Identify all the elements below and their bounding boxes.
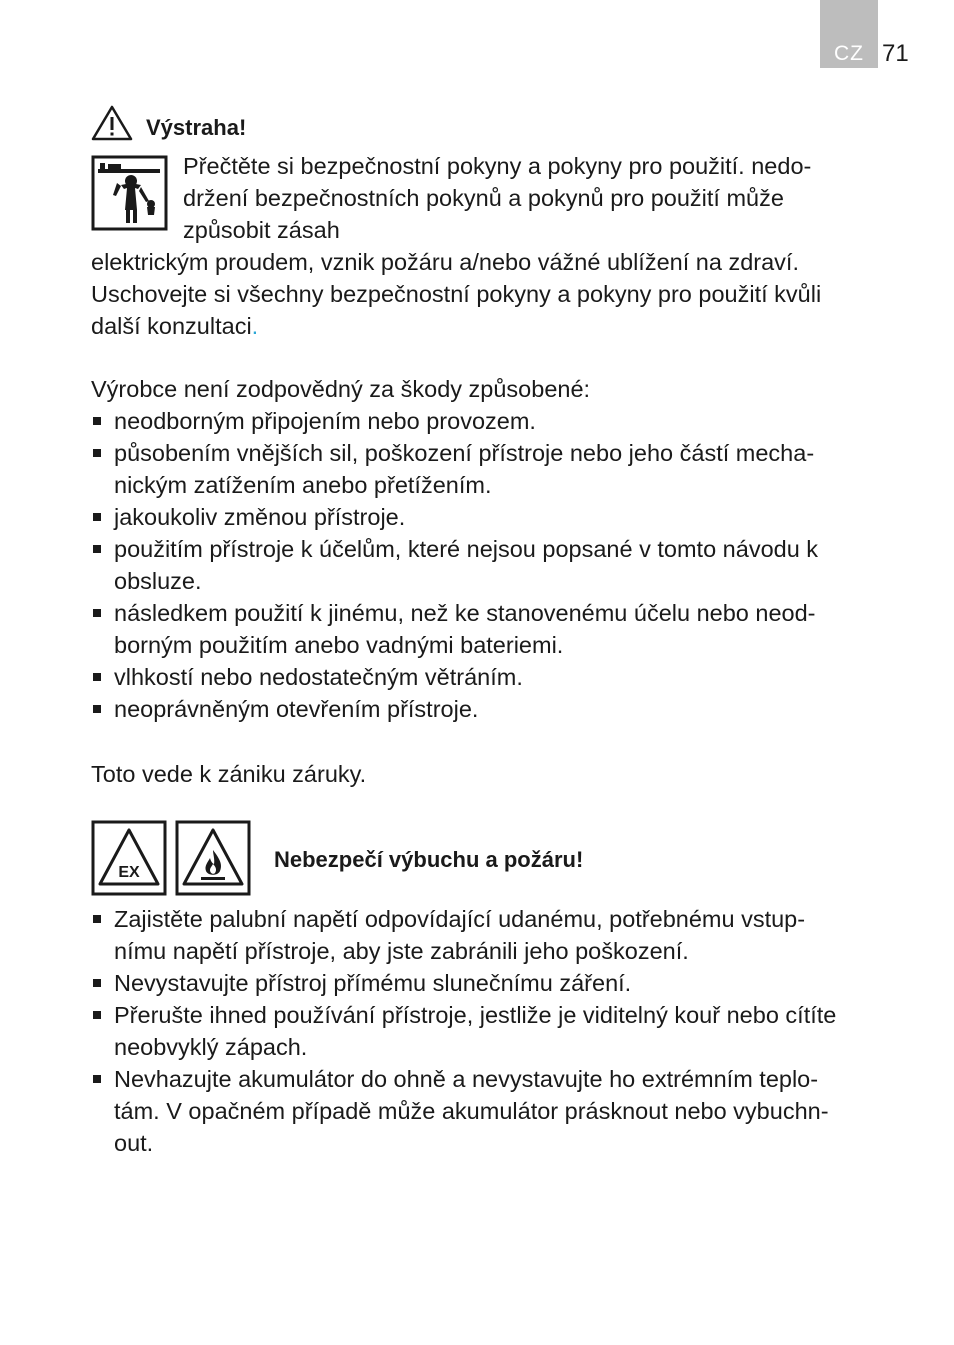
child-safety-icon xyxy=(91,155,168,231)
warning-line: držení bezpečnostních pokynů a pokynů pro použití může xyxy=(183,185,784,211)
language-code: CZ xyxy=(834,42,864,65)
bullet-icon xyxy=(93,673,101,681)
ex-label: EX xyxy=(118,864,140,881)
bullet-icon xyxy=(93,979,101,987)
liability-item: nickým zatížením anebo přetížením. xyxy=(114,472,492,498)
warning-line: Uschovejte si všechny bezpečnostní pokyny a pokyny pro použití kvůli xyxy=(91,281,822,307)
warning-last-line xyxy=(91,310,258,342)
explosion-item: tám. V opačném případě může akumulátor prásknout nebo vybuchn- xyxy=(114,1098,829,1124)
warning-line: způsobit zásah xyxy=(183,217,340,243)
bullet-icon xyxy=(93,915,101,923)
warning-last-text: další konzultaci xyxy=(91,313,252,339)
liability-item: vlhkostí nebo nedostatečným větráním. xyxy=(114,664,523,690)
liability-item: obsluze. xyxy=(114,568,202,594)
liability-item: neoprávněným otevřením přístroje. xyxy=(114,696,479,722)
bullet-icon xyxy=(93,609,101,617)
explosion-title: Nebezpečí výbuchu a požáru! xyxy=(274,847,584,872)
explosive-atmosphere-icon xyxy=(91,820,167,896)
explosion-item: neobvyklý zápach. xyxy=(114,1034,308,1060)
flammable-icon xyxy=(175,820,251,896)
page-number: 71 xyxy=(882,40,909,67)
warning-line: Přečtěte si bezpečnostní pokyny a pokyny pro použití. nedo- xyxy=(183,153,812,179)
liability-item: borným použitím anebo vadnými bateriemi. xyxy=(114,632,564,658)
language-tab xyxy=(820,0,878,68)
warning-period: . xyxy=(251,313,259,339)
bullet-icon xyxy=(93,1011,101,1019)
explosion-item: Přerušte ihned používání přístroje, jestliže je viditelný kouř nebo cítíte xyxy=(114,1002,837,1028)
liability-item: neodborným připojením nebo provozem. xyxy=(114,408,536,434)
warning-triangle-icon xyxy=(90,104,134,142)
liability-item: následkem použití k jinému, než ke stanovenému účelu nebo neod- xyxy=(114,600,816,626)
bullet-icon xyxy=(93,513,101,521)
warning-title: Výstraha! xyxy=(146,115,247,140)
warning-line: elektrickým proudem, vznik požáru a/nebo vážné ublížení na zdraví. xyxy=(91,249,799,275)
liability-conclusion: Toto vede k zániku záruky. xyxy=(91,761,367,787)
bullet-icon xyxy=(93,545,101,553)
explosion-item: nímu napětí přístroje, aby jste zabránili jeho poškození. xyxy=(114,938,689,964)
liability-item: jakoukoliv změnou přístroje. xyxy=(114,504,406,530)
bullet-icon xyxy=(93,1075,101,1083)
liability-item: působením vnějších sil, poškození přístroje nebo jeho částí mecha- xyxy=(114,440,815,466)
explosion-item: Nevystavujte přístroj přímému slunečnímu záření. xyxy=(114,970,632,996)
liability-item: použitím přístroje k účelům, které nejsou popsané v tomto návodu k xyxy=(114,536,819,562)
bullet-icon xyxy=(93,705,101,713)
liability-intro: Výrobce není zodpovědný za škody způsobené: xyxy=(91,376,591,402)
bullet-icon xyxy=(93,417,101,425)
explosion-item: Nevhazujte akumulátor do ohně a nevystavujte ho extrémním teplo- xyxy=(114,1066,819,1092)
explosion-item: out. xyxy=(114,1130,154,1156)
explosion-item: Zajistěte palubní napětí odpovídající udanému, potřebnému vstup- xyxy=(114,906,806,932)
bullet-icon xyxy=(93,449,101,457)
